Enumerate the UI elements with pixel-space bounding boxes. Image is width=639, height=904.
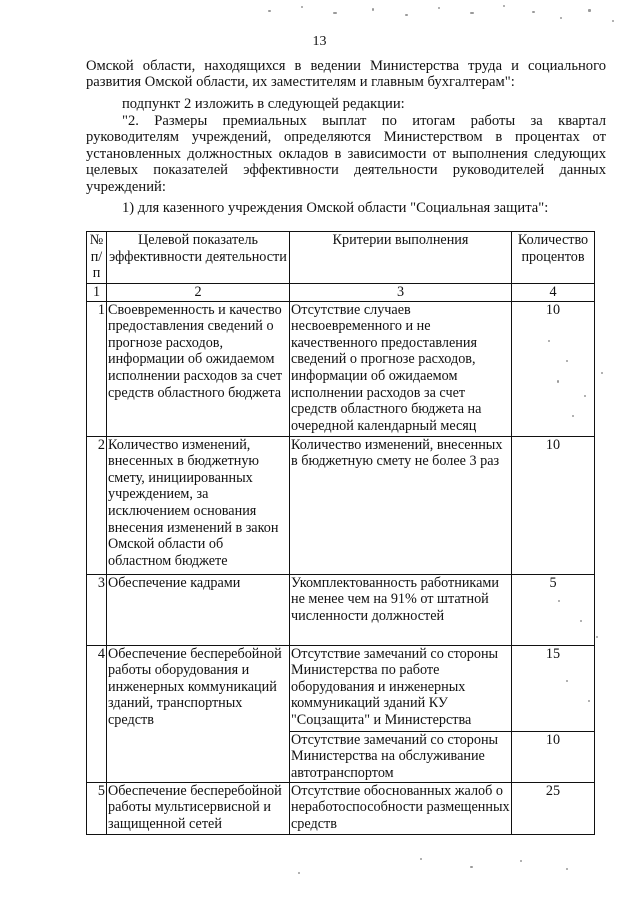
row-indicator: Обеспечение бесперебойной работы мультисервисной и защищенной сетей [107,782,290,834]
row-criteria: Отсутствие случаев несвоевременного и не качественного предоставления сведений о прогнозе расходов, информации об ожидаемом исполнении расходов за счет средств областного бюджета на очередной календарный месяц [290,301,512,436]
table-row [87,301,595,436]
table-row [87,436,595,574]
intro-paragraph-continuation: Омской области, находящихся в ведении Министерства труда и социального развития Омской области, их заместителям и главным бухгалтерам": [86,58,606,91]
header-indicator: Целевой показатель эффективности деятельности [107,232,290,284]
col-number-2: 2 [107,284,290,302]
row-number: 2 [87,436,107,574]
row-percent: 15 [512,645,595,731]
table-row [87,645,595,731]
row-criteria: Отсутствие замечаний со стороны Министерства по работе оборудования и инженерных коммуникаций зданий КУ "Соцзащита" и Министерства [290,645,512,731]
table-row [87,782,595,834]
row-indicator: Своевременность и качество предоставления сведений о прогнозе расходов, информации об ожидаемом исполнении расходов за счет средств областного бюджета [107,301,290,436]
row-percent: 5 [512,574,595,645]
page-number: 13 [312,34,327,49]
row-percent: 10 [512,436,595,574]
row-criteria: Количество изменений, внесенных в бюджетную смету не более 3 раз [290,436,512,574]
intro-clause-2-text: "2. Размеры премиальных выплат по итогам работы за квартал руководителям учреждений, определяются Министерством в процентах от установленных должностных окладов в зависимости от выполнения следующих целевых показателей эффективности деятельности руководителей данных учреждений: [86,113,606,195]
col-number-1: 1 [87,284,107,302]
row-indicator: Обеспечение бесперебойной работы оборудования и инженерных коммуникаций зданий, транспортных средств [107,645,290,782]
intro-item-1-heading: 1) для казенного учреждения Омской области "Социальная защита": [122,200,549,216]
row-criteria: Отсутствие замечаний со стороны Министерства на обслуживание автотранспортом [290,731,512,782]
row-criteria: Отсутствие обоснованных жалоб о неработоспособности размещенных средств [290,782,512,834]
col-number-3: 3 [290,284,512,302]
header-criteria: Критерии выполнения [290,232,512,284]
header-percent: Количество процентов [512,232,595,284]
table-header-row [87,232,595,284]
row-percent: 25 [512,782,595,834]
row-percent: 10 [512,301,595,436]
indicators-table [86,231,595,835]
table-row [87,574,595,645]
table-column-numbers-row [87,284,595,302]
row-number: 1 [87,301,107,436]
col-number-4: 4 [512,284,595,302]
row-number: 3 [87,574,107,645]
row-criteria: Укомплектованность работниками не менее чем на 91% от штатной численности должностей [290,574,512,645]
row-percent: 10 [512,731,595,782]
intro-subclause-instruction: подпункт 2 изложить в следующей редакции: [122,96,405,112]
row-indicator: Обеспечение кадрами [107,574,290,645]
header-number: № п/п [87,232,107,284]
row-indicator: Количество изменений, внесенных в бюджетную смету, инициированных учреждением, за исключением основания внесения изменений в закон Омской области об областном бюджете [107,436,290,574]
row-number: 5 [87,782,107,834]
row-number: 4 [87,645,107,782]
